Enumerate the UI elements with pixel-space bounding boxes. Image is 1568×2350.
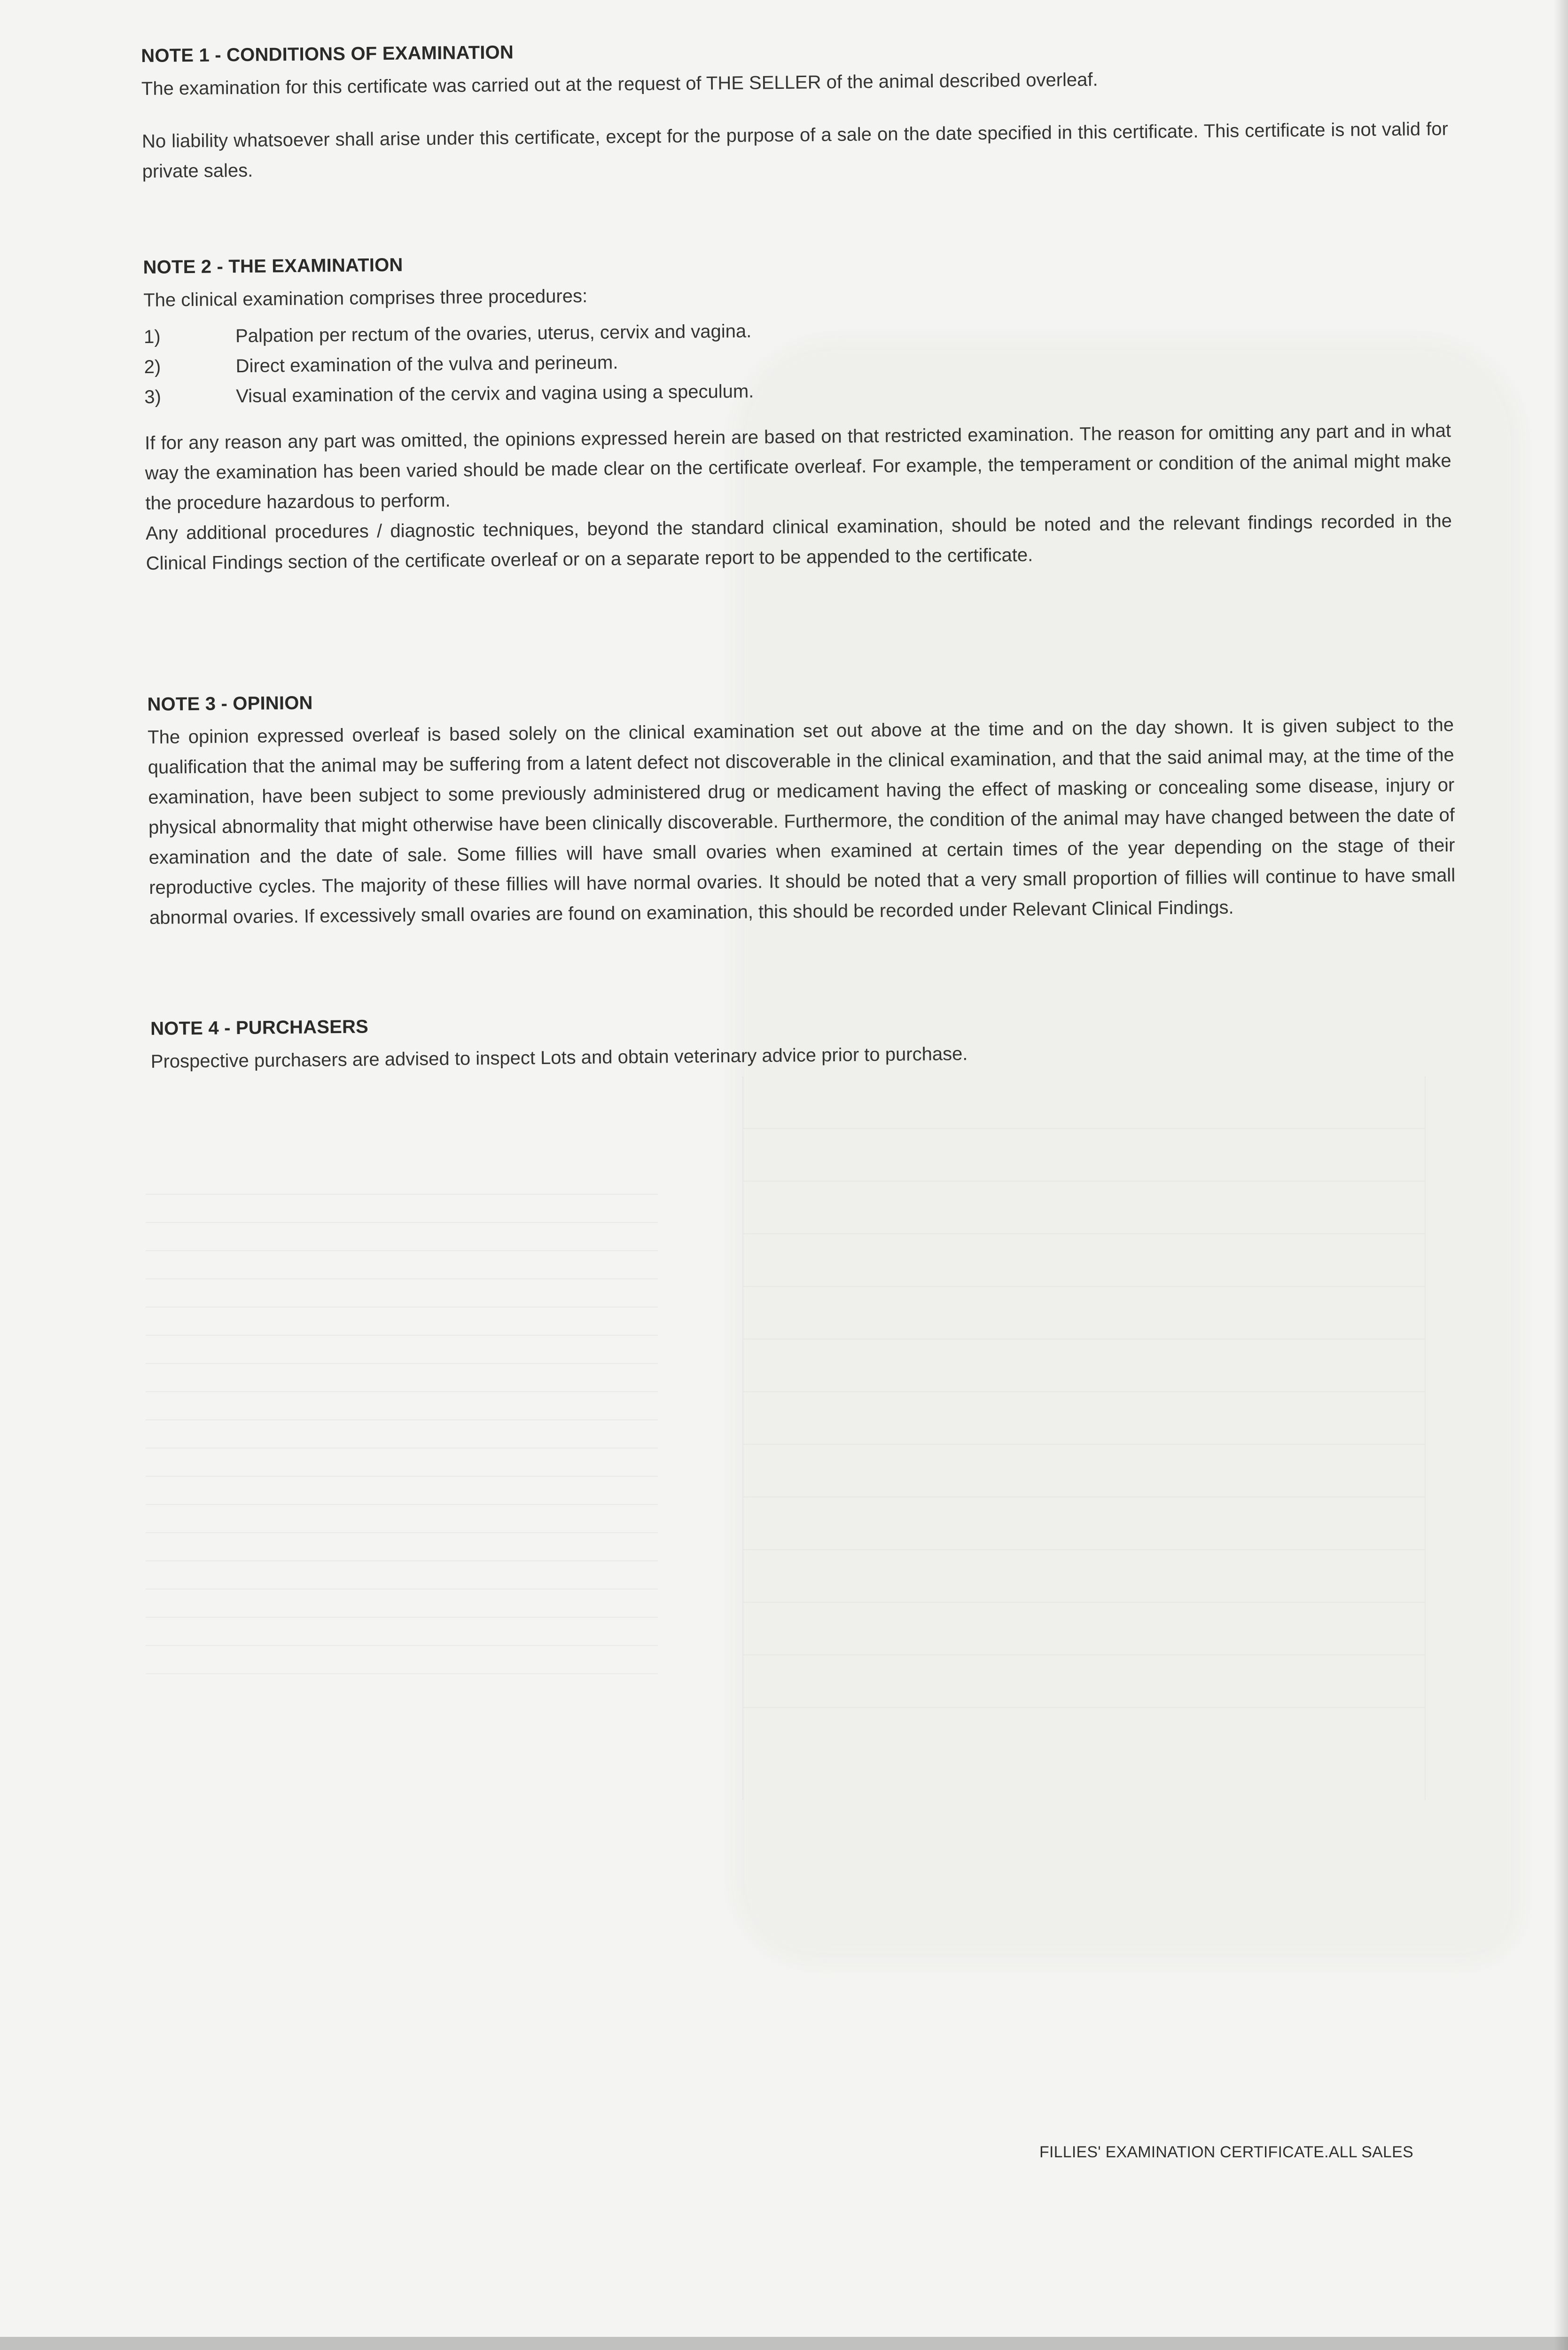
show-through-row: [743, 1128, 1425, 1129]
note-paragraph: The opinion expressed overleaf is based solely on the clinical examination set out above at the time and on the day shown. It is given subject to the qualification that the animal may be suffering from a latent defect not discoverable in the clinical examination, and that the said animal may, at the time of the examination, have been subject to some previously administered drug or medicament having the effect of masking or concealing some disease, injury or physical abnormality that might otherwise have been clinically discoverable. Furthermore, the condition of the animal may have changed between the date of examination and the date of sale. Some fillies will have small ovaries when examined at certain times of the year depending on the stage of their reproductive cycles. The majority of these fillies will have normal ovaries. It should be noted that a very small proportion of fillies will continue to have small abnormal ovaries. If excessively small ovaries are found on examination, this should be recorded under Relevant Clinical Findings.: [147, 714, 1456, 928]
procedure-number: 2): [144, 356, 161, 377]
show-through-row: [743, 1339, 1425, 1340]
bottom-shadow: [0, 2337, 1568, 2350]
note-paragraph: No liability whatsoever shall arise under this certificate, except for the purpose of a sale on the date specified in this certificate. This certificate is not valid for private sales.: [141, 118, 1449, 182]
show-through-row: [743, 1233, 1425, 1234]
show-through-line: [146, 1589, 658, 1590]
show-through-line: [146, 1391, 658, 1392]
show-through-row: [743, 1286, 1425, 1287]
note-1: [141, 32, 1449, 187]
show-through-line: [146, 1617, 658, 1618]
note-4: [150, 1005, 1457, 1077]
show-through-line: [146, 1335, 658, 1336]
note-title: NOTE 1 - CONDITIONS OF EXAMINATION: [141, 42, 514, 66]
procedure-text: Palpation per rectum of the ovaries, uterus, cervix and vagina.: [235, 321, 752, 347]
note-paragraph: If for any reason any part was omitted, the opinions expressed herein are based on that restricted examination. The reason for omitting any part and in what way the examination has been varied should be made clear on the certificate overleaf. For example, the temperament or condition of the animal might make the procedure hazardous to perform.: [144, 420, 1451, 514]
note-paragraph: Prospective purchasers are advised to inspect Lots and obtain veterinary advice prior to purchase.: [150, 1043, 968, 1072]
procedure-number: 3): [144, 386, 161, 407]
note-paragraph: The examination for this certificate was carried out at the request of THE SELLER of the animal described overleaf.: [141, 69, 1098, 99]
note-paragraph: Any additional procedures / diagnostic techniques, beyond the standard clinical examination, should be noted and the relevant findings recorded in the Clinical Findings section of the certificate overleaf or on a separate report to be appended to the certificate.: [145, 510, 1452, 574]
procedure-text: Visual examination of the cervix and vagina using a speculum.: [235, 381, 754, 407]
show-through-row: [743, 1602, 1425, 1603]
show-through-line: [146, 1307, 658, 1308]
show-through-line: [146, 1476, 658, 1477]
show-through-row: [743, 1391, 1425, 1392]
show-through-form-box: [742, 1076, 1426, 1800]
show-through-line: [146, 1532, 658, 1533]
note-title: NOTE 3 - OPINION: [147, 692, 313, 715]
show-through-line: [146, 1278, 658, 1279]
procedure-number: 1): [143, 326, 161, 347]
show-through-line: [146, 1363, 658, 1364]
show-through-line: [146, 1560, 658, 1561]
show-through-line: [146, 1419, 658, 1420]
note-intro: The clinical examination comprises three procedures:: [143, 285, 588, 311]
show-through-row: [743, 1444, 1425, 1445]
note-title: NOTE 2 - THE EXAMINATION: [143, 254, 403, 278]
show-through-row: [743, 1654, 1425, 1655]
show-through-line: [146, 1448, 658, 1449]
certificate-footer: FILLIES' EXAMINATION CERTIFICATE.ALL SALES: [1039, 2143, 1413, 2161]
show-through-row: [743, 1549, 1425, 1550]
show-through-line: [146, 1504, 658, 1505]
show-through-line: [146, 1673, 658, 1674]
show-through-row: [743, 1496, 1425, 1497]
show-through-line: [146, 1250, 658, 1251]
show-through-line: [146, 1222, 658, 1223]
note-title: NOTE 4 - PURCHASERS: [150, 1016, 369, 1039]
show-through-line: [146, 1645, 658, 1646]
show-through-lines: [146, 1194, 658, 1955]
right-shadow: [1554, 0, 1568, 2350]
procedure-text: Direct examination of the vulva and perineum.: [235, 352, 618, 377]
show-through-row: [743, 1181, 1425, 1182]
show-through-line: [146, 1194, 658, 1195]
show-through-row: [743, 1707, 1425, 1708]
note-2: [143, 243, 1452, 579]
certificate-notes: [141, 32, 1456, 1072]
procedure-list: [144, 309, 1451, 412]
note-3: [147, 681, 1456, 933]
